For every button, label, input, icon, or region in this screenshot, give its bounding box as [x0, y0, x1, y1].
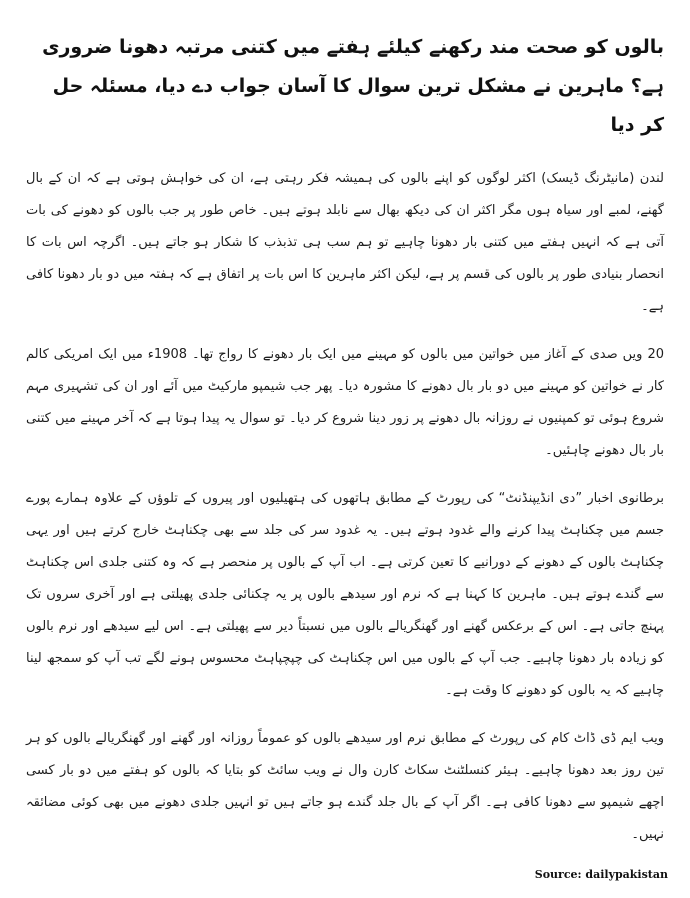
article-headline: بالوں کو صحت مند رکھنے کیلئے ہفتے میں کتنی مرتبہ دھونا ضروری ہے؟ ماہرین نے مشکل ترین سوال کا آسان جواب دے دیا، مسئلہ حل کر دیا	[42, 36, 664, 136]
article-paragraph-3: برطانوی اخبار ”دی انڈیپنڈنٹ“ کی رپورٹ کے مطابق ہاتھوں کی ہتھیلیوں اور پیروں کے تلوؤں کے علاوہ ہمارے پورے جسم میں چکناہٹ پیدا کرنے والے غدود ہوتے ہیں۔ یہ غدود سر کی جلد سے بھی چکناہٹ خارج کرتے ہیں اور یہی چکناہٹ بالوں کے دھونے کے دورانیے کا تعین کرتی ہے۔ اب آپ کے بالوں پر منحصر ہے کہ وہ کتنی جلدی اس چکناہٹ سے گندے ہوتے ہیں۔ ماہرین کا کہنا ہے کہ نرم اور سیدھے بالوں پر یہ چکنائی جلدی پھیلتی ہے اور آخری سروں تک پہنچ جاتی ہے۔ اس کے برعکس گھنے اور گھنگریالے بالوں میں نسبتاً دیر سے پھیلتی ہے۔ اس لیے سیدھے اور نرم بالوں کو زیادہ بار دھونا چاہیے۔ جب آپ کے بالوں میں اس چکناہٹ کی چپچپاہٹ محسوس ہونے لگے تب آپ کو سمجھ لینا چاہیے کہ یہ بالوں کو دھونے کا وقت ہے۔	[26, 491, 664, 698]
article-paragraph-4: ویب ایم ڈی ڈاٹ کام کی رپورٹ کے مطابق نرم اور سیدھے بالوں کو عموماً روزانہ اور گھنے اور گھنگریالے بالوں کو ہر تین روز بعد دھونا چاہیے۔ ہیئر کنسلٹنٹ سکاٹ کارن وال نے ویب سائٹ کو بتایا کہ بالوں کو ہفتے میں دو بار کسی اچھے شیمپو سے دھونا کافی ہے۔ اگر آپ کے بال جلد گندے ہو جاتے ہیں تو انہیں جلدی دھونے میں بھی کوئی مضائقہ نہیں۔	[26, 731, 664, 842]
article-paragraph-1: لندن (مانیٹرنگ ڈیسک) اکثر لوگوں کو اپنے بالوں کی ہمیشہ فکر رہتی ہے، ان کی خواہش ہوتی ہے کہ ان کے بال گھنے، لمبے اور سیاہ ہوں مگر اکثر ان کی دیکھ بھال سے نابلد ہوتے ہیں۔ خاص طور پر جب بالوں کو دھونے کی بات آتی ہے کہ انہیں ہفتے میں کتنی بار دھونا چاہیے تو ہم سب ہی تذبذب کا شکار ہو جاتے ہیں۔ اگرچہ اس بات کا انحصار بنیادی طور پر بالوں کی قسم پر ہے، لیکن اکثر ماہرین کا اس بات پر اتفاق ہے کہ ہفتہ میں دو بار دھونا کافی ہے۔	[26, 171, 664, 314]
source-credit: Source: dailypakistan	[534, 868, 668, 881]
article-paragraph-2: 20 ویں صدی کے آغاز میں خواتین میں بالوں کو مہینے میں ایک بار دھونے کا رواج تھا۔ 1908ء میں ایک امریکی کالم کار نے خواتین کو مہینے میں دو بار بال دھونے کا مشورہ دیا۔ پھر جب شیمپو مارکیٹ میں آئے اور ان کی تشہیری مہم شروع ہوئی تو کمپنیوں نے روزانہ بال دھونے پر زور دینا شروع کر دیا۔ تو سوال یہ پیدا ہوتا ہے کہ آخر مہینے میں کتنی بار بال دھونے چاہئیں۔	[26, 347, 665, 458]
